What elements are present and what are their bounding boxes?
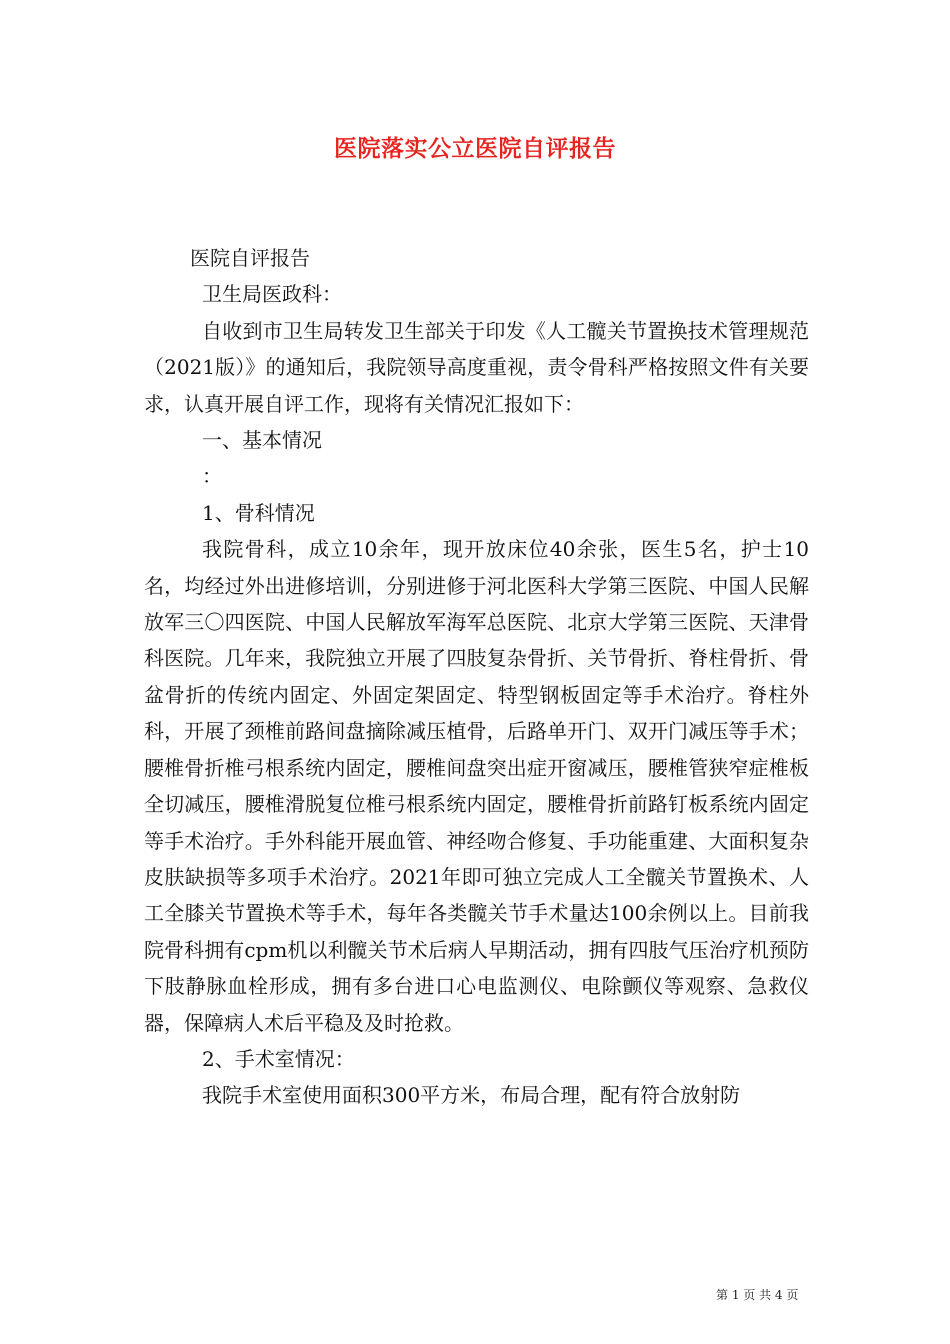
document-body [144,240,809,1114]
intro-paragraph: 自收到市卫生局转发卫生部关于印发《人工髋关节置换技术管理规范（2021版）》的通知后，我院领导高度重视，责令骨科严格按照文件有关要求，认真开展自评工作，现将有关情况汇报如下： [144,318,809,416]
page-number: 第 1 页 共 4 页 [716,1288,799,1302]
document-title: 医院落实公立医院自评报告 [334,135,616,162]
salutation: 卫生局医政科： [202,282,342,307]
section-heading-basic: 一、基本情况 [202,428,322,453]
subsection-heading-operating-room: 2、手术室情况： [202,1046,355,1071]
subsection-heading-orthopedics: 1、骨科情况 [202,500,315,525]
orthopedics-paragraph: 我院骨科，成立10余年，现开放床位40余张，医生5名，护士10名，均经过外出进修培训，分别进修于河北医科大学第三医院、中国人民解放军三〇四医院、中国人民解放军海军总医院、北京大学第三医院、天津骨科医院。几年来，我院独立开展了四肢复杂骨折、关节骨折、脊柱骨折、骨盆骨折的传统内固定、外固定架固定、特型钢板固定等手术治疗。脊柱外科，开展了颈椎前路间盘摘除减压植骨，后路单开门、双开门减压等手术；腰椎骨折椎弓根系统内固定，腰椎间盘突出症开窗减压，腰椎管狭窄症椎板全切减压，腰椎滑脱复位椎弓根系统内固定，腰椎骨折前路钉板系统内固定等手术治疗。手外科能开展血管、神经吻合修复、手功能重建、大面积复杂皮肤缺损等多项手术治疗。2021年即可独立完成人工全髋关节置换术、人工全膝关节置换术等手术，每年各类髋关节手术量达100余例以上。目前我院骨科拥有cpm机以利髋关节术后病人早期活动，拥有四肢气压治疗机预防下肢静脉血栓形成，拥有多台进口心电监测仪、电除颤仪等观察、急救仪器，保障病人术后平稳及及时抢救。 [144,537,809,1035]
report-heading: 医院自评报告 [190,246,310,270]
colon-line: ： [202,464,222,489]
operating-room-paragraph: 我院手术室使用面积300平方米，布局合理，配有符合放射防 [202,1083,741,1108]
